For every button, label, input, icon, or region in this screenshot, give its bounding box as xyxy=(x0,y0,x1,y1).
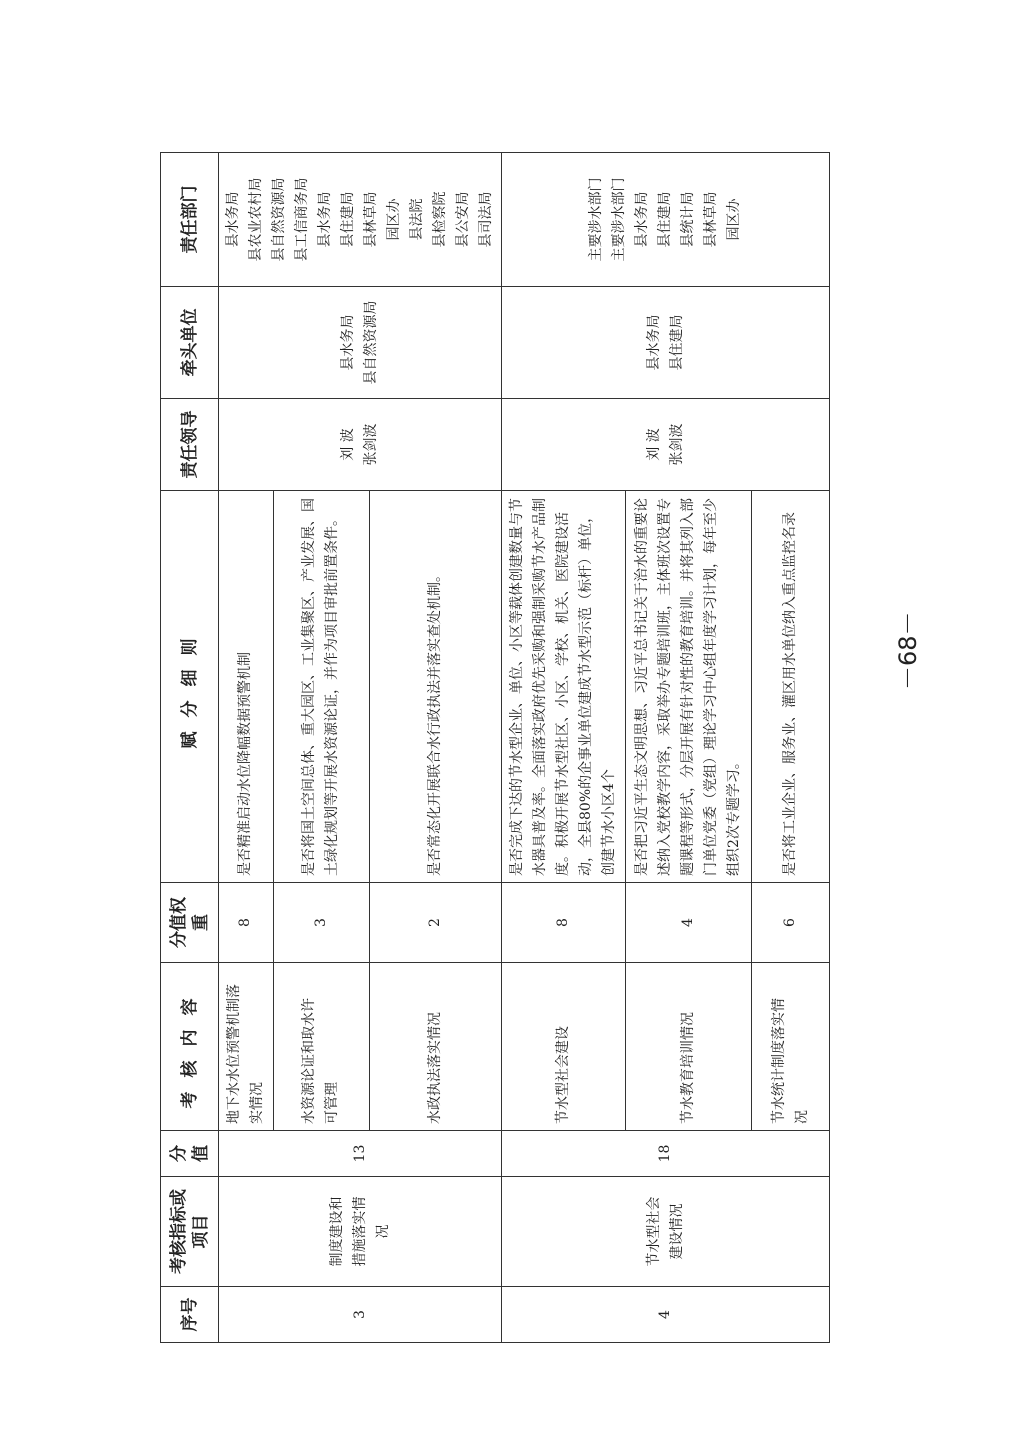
depts-cell: 县水务局 县农业农村局 县自然资源局 县工信商务局 县水务局 县住建局 县林草局 园区办 县法院 县检察院 县公安局 县司法局 xyxy=(219,153,502,287)
header-depts: 责任部门 xyxy=(161,153,219,287)
rotated-table-wrapper xyxy=(160,153,820,1343)
rules-cell: 是否精准启动水位降幅数据预警机制 xyxy=(219,491,274,883)
rules-cell: 是否常态化开展联合水行政执法并落实查处机制。 xyxy=(370,491,502,883)
table-row xyxy=(502,153,626,1343)
weight-cell: 4 xyxy=(626,883,752,963)
header-content: 考核内容 xyxy=(161,963,219,1131)
depts-cell: 主要涉水部门 主要涉水部门 县水务局 县住建局 县统计局 县林草局 园区办 xyxy=(502,153,830,287)
header-leader: 责任领导 xyxy=(161,399,219,491)
page-number: －68－ xyxy=(894,611,922,690)
lead-unit-cell: 县水务局 县住建局 xyxy=(502,287,830,399)
score-cell: 13 xyxy=(219,1131,502,1177)
leader-cell: 刘 波 张剑波 xyxy=(502,399,830,491)
header-lead-unit: 牵头单位 xyxy=(161,287,219,399)
header-seq: 序号 xyxy=(161,1287,219,1343)
header-rules: 赋分细则 xyxy=(161,491,219,883)
leader-cell: 刘 波 张剑波 xyxy=(219,399,502,491)
header-weight: 分值权重 xyxy=(161,883,219,963)
content-cell: 地下水水位预警机制落 实情况 xyxy=(219,963,274,1131)
seq-cell: 3 xyxy=(219,1287,502,1343)
table-row xyxy=(219,153,274,1343)
weight-cell: 3 xyxy=(273,883,370,963)
content-cell: 水政执法落实情况 xyxy=(370,963,502,1131)
content-cell: 节水统计制度落实情 况 xyxy=(752,963,830,1131)
weight-cell: 6 xyxy=(752,883,830,963)
weight-cell: 2 xyxy=(370,883,502,963)
rules-cell: 是否把习近平生态文明思想、习近平总书记关于治水的重要论述纳入党校教学内容，采取举办专题培训班，主体班次设置专题课程等形式，分层开展有针对性的教育培训。并将其列入部门单位党委（党组）理论学习中心组年度学习计划，每年至少组织2次专题学习。 xyxy=(626,491,752,883)
content-cell: 水资源论证和取水许 可管理 xyxy=(273,963,370,1131)
header-item: 考核指标或项目 xyxy=(161,1177,219,1287)
weight-cell: 8 xyxy=(219,883,274,963)
assessment-table xyxy=(160,152,830,1343)
score-cell: 18 xyxy=(502,1131,830,1177)
header-score: 分值 xyxy=(161,1131,219,1177)
content-cell: 节水型社会建设 xyxy=(502,963,626,1131)
item-cell: 制度建设和 措施落实情 况 xyxy=(219,1177,502,1287)
rules-cell: 是否将工业企业、服务业、灌区用水单位纳入重点监控名录 xyxy=(752,491,830,883)
seq-cell: 4 xyxy=(502,1287,830,1343)
rules-cell: 是否完成下达的节水型企业、单位、小区等载体创建数量与节水器具普及率。全面落实政府优先采购和强制采购节水产品制度。积极开展节水型社区、小区、学校、机关、医院建设活动，全县80%的企事业单位建成节水型示范（标杆）单位，创建节水小区4个 xyxy=(502,491,626,883)
lead-unit-cell: 县水务局 县自然资源局 xyxy=(219,287,502,399)
content-cell: 节水教育培训情况 xyxy=(626,963,752,1131)
item-cell: 节水型社会 建设情况 xyxy=(502,1177,830,1287)
weight-cell: 8 xyxy=(502,883,626,963)
rules-cell: 是否将国土空间总体、重大园区、工业集聚区、产业发展、国土绿化规划等开展水资源论证，并作为项目审批前置条件。 xyxy=(273,491,370,883)
